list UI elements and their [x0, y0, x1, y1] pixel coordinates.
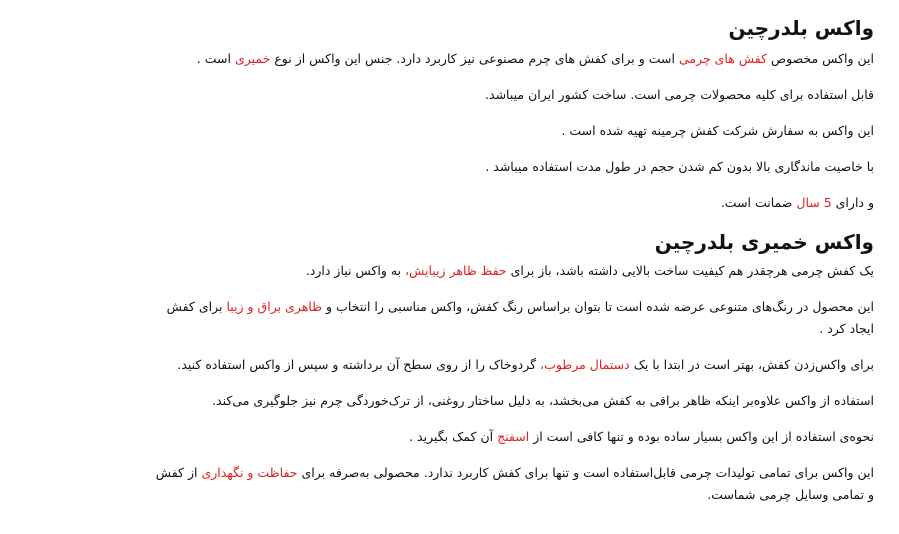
text: است و برای کفش های چرم مصنوعی نیز کاربرد دارد. جنس این واکس از نوع: [270, 51, 679, 66]
section-title-paste-wax: واکس خمیری بلدرچین: [654, 230, 874, 254]
paragraph-wax-warranty: [150, 192, 874, 214]
highlight-shiny-look: ظاهری براق و زیبا: [226, 299, 323, 314]
paragraph-paste-intro: [150, 260, 874, 282]
paragraph-wax-order: این واکس به سفارش شرکت کفش چرمینه تهیه شده است .: [561, 123, 874, 138]
section-title-wax: واکس بلدرچین: [728, 16, 874, 40]
highlight-paste-type: خمیری: [234, 51, 271, 66]
text: این واکس مخصوص: [767, 51, 874, 66]
text: این واکس برای تمامی تولیدات چرمی قابل‌استفاده است و تنها برای کفش کاربرد ندارد. محصولی به‌صرفه برای: [297, 465, 874, 480]
text: برای واکس‌زدن کفش، بهتر است در ابتدا با یک: [629, 357, 874, 372]
text: نحوه‌ی استفاده از این واکس بسیار ساده بوده و تنها کافی است از: [529, 429, 874, 444]
highlight-sponge: اسفنج: [497, 429, 530, 444]
text: آن کمک بگیرید .: [409, 429, 498, 444]
paragraph-paste-prep: [150, 354, 874, 376]
paragraph-paste-benefit: استفاده از واکس علاوه‌بر اینکه ظاهر براقی به کفش می‌بخشد، به دلیل ساختار روغنی، از ترک‌خوردگی چرم نیز جلوگیری می‌کند.: [212, 393, 874, 408]
text: گردوخاک را از روی سطح آن برداشته و سپس از واکس استفاده کنید.: [177, 357, 541, 372]
text: ضمانت است.: [720, 195, 797, 210]
highlight-keep-beauty: حفظ ظاهر زیبایش،: [405, 263, 507, 278]
highlight-wet-cloth: دستمال مرطوب،: [540, 357, 630, 372]
text: برای کفش ایجاد کرد .: [166, 299, 874, 336]
highlight-protection: حفاظت و نگهداری: [201, 465, 298, 480]
paragraph-paste-colors: [150, 296, 874, 340]
paragraph-paste-scope: [150, 462, 874, 506]
paragraph-paste-howto: [150, 426, 874, 448]
text: این محصول در رنگ‌های متنوعی عرضه شده است تا بتوان براساس رنگ کفش، واکس مناسبی را انتخاب و: [322, 299, 874, 314]
text: است .: [196, 51, 235, 66]
highlight-leather-shoes: کفش های چرمی: [678, 51, 768, 66]
text: از کفش و تمامی وسایل چرمی شماست.: [155, 465, 874, 502]
text: به واکس نیاز دارد.: [305, 263, 405, 278]
paragraph-wax-origin: قابل استفاده برای کلیه محصولات چرمی است. ساخت کشور ایران میباشد.: [485, 87, 874, 102]
text: و دارای: [831, 195, 874, 210]
paragraph-wax-durability: با خاصیت ماندگاری بالا بدون کم شدن حجم در طول مدت استفاده میباشد .: [485, 159, 874, 174]
paragraph-wax-usage: [150, 48, 874, 70]
text: یک کفش چرمی هرچقدر هم کیفیت ساخت بالایی داشته باشد، باز برای: [506, 263, 874, 278]
product-description: [150, 0, 874, 520]
highlight-warranty-years: 5 سال: [796, 195, 832, 210]
